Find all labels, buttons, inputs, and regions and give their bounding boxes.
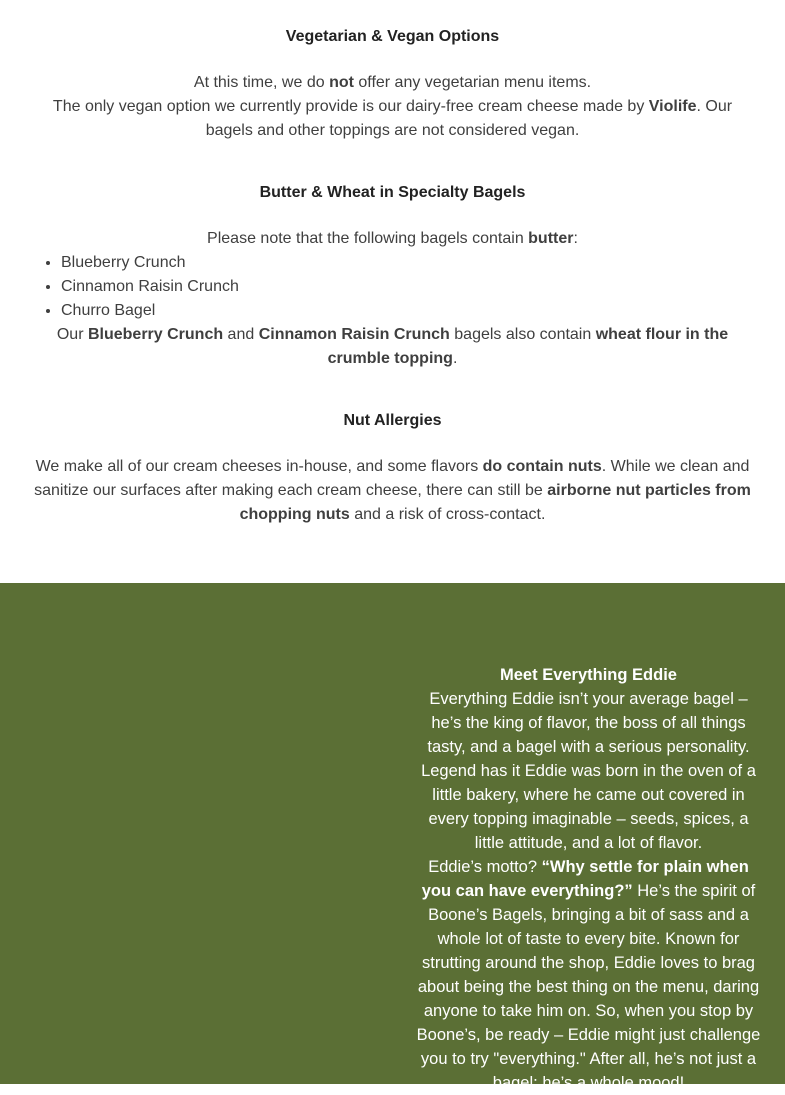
nut-allergies-heading: Nut Allergies — [343, 412, 442, 429]
eddie-paragraph-1: Everything Eddie isn’t your average bagel – he’s the king of flavor, the boss of all things tasty, and a bagel with a serious personality. Legend has it Eddie was born in the oven of a little bakery, where he came out covered in every topping imaginable – seeds, spices, a little attitude, and a lot of flavor. — [421, 690, 756, 852]
wheat-note-bold-3: wheat flour in the crumble topping — [327, 326, 729, 367]
vegetarian-text — [28, 71, 757, 143]
veg-line1-post: offer any vegetarian menu items. — [353, 74, 592, 91]
eddie-motto-pre: Eddie’s motto? — [428, 858, 542, 876]
butter-intro-post: : — [573, 230, 578, 247]
vegetarian-line-2 — [28, 95, 757, 143]
wheat-note-mid-2: bagels also contain — [449, 326, 596, 343]
butter-intro — [0, 227, 785, 251]
meet-eddie-section — [0, 583, 785, 1092]
butter-wheat-heading: Butter & Wheat in Specialty Bagels — [259, 184, 526, 201]
vegetarian-line-1 — [28, 71, 757, 95]
veg-line2-post: . Our bagels and other toppings are not considered vegan. — [205, 98, 733, 139]
butter-intro-bold: butter — [528, 230, 574, 247]
butter-intro-pre: Please note that the following bagels contain — [207, 230, 529, 247]
veg-line2-bold: Violife — [648, 98, 697, 115]
eddie-heading: Meet Everything Eddie — [500, 666, 677, 684]
eddie-paragraph-2 — [415, 855, 762, 1095]
nut-mid: . While we clean and sanitize our surfaces after making each cream cheese, there can still be — [34, 458, 750, 499]
veg-line1-pre: At this time, we do — [193, 74, 330, 91]
list-item: • Blueberry Crunch — [61, 251, 239, 275]
veg-line1-bold: not — [329, 74, 354, 91]
wheat-note-mid-1: and — [223, 326, 259, 343]
butter-bagel-list — [0, 251, 239, 323]
eddie-motto-post: He’s the spirit of Boone’s Bagels, bringing a bit of sass and a whole lot of taste to every bite. Known for strutting around the shop, Eddie loves to brag about being the best thing on the menu, daring anyone to take him on. So, when you stop by Boone’s, be ready – Eddie might just challenge you to try "everything." After all, he’s not just a bagel; he’s a whole mood! — [416, 882, 761, 1092]
nut-pre: We make all of our cream cheeses in-house, and some flavors — [35, 458, 483, 475]
wheat-note-bold-1: Blueberry Crunch — [87, 326, 224, 343]
wheat-note-pre: Our — [56, 326, 88, 343]
wheat-note-post: . — [452, 350, 458, 367]
list-item: • Cinnamon Raisin Crunch — [61, 275, 239, 299]
eddie-text-block — [415, 663, 762, 1095]
nut-post: and a risk of cross-contact. — [349, 506, 546, 523]
list-item: • Churro Bagel — [61, 299, 239, 323]
nut-bold-1: do contain nuts — [482, 458, 602, 475]
vegetarian-heading: Vegetarian & Vegan Options — [285, 28, 500, 45]
nut-bold-2: airborne nut particles from chopping nuts — [239, 482, 751, 523]
veg-line2-pre: The only vegan option we currently provide is our dairy-free cream cheese made by — [52, 98, 649, 115]
eddie-motto: “Why settle for plain when you can have everything?” — [421, 858, 749, 900]
wheat-note-bold-2: Cinnamon Raisin Crunch — [258, 326, 450, 343]
nut-allergies-text — [28, 455, 757, 527]
wheat-note — [28, 323, 757, 371]
